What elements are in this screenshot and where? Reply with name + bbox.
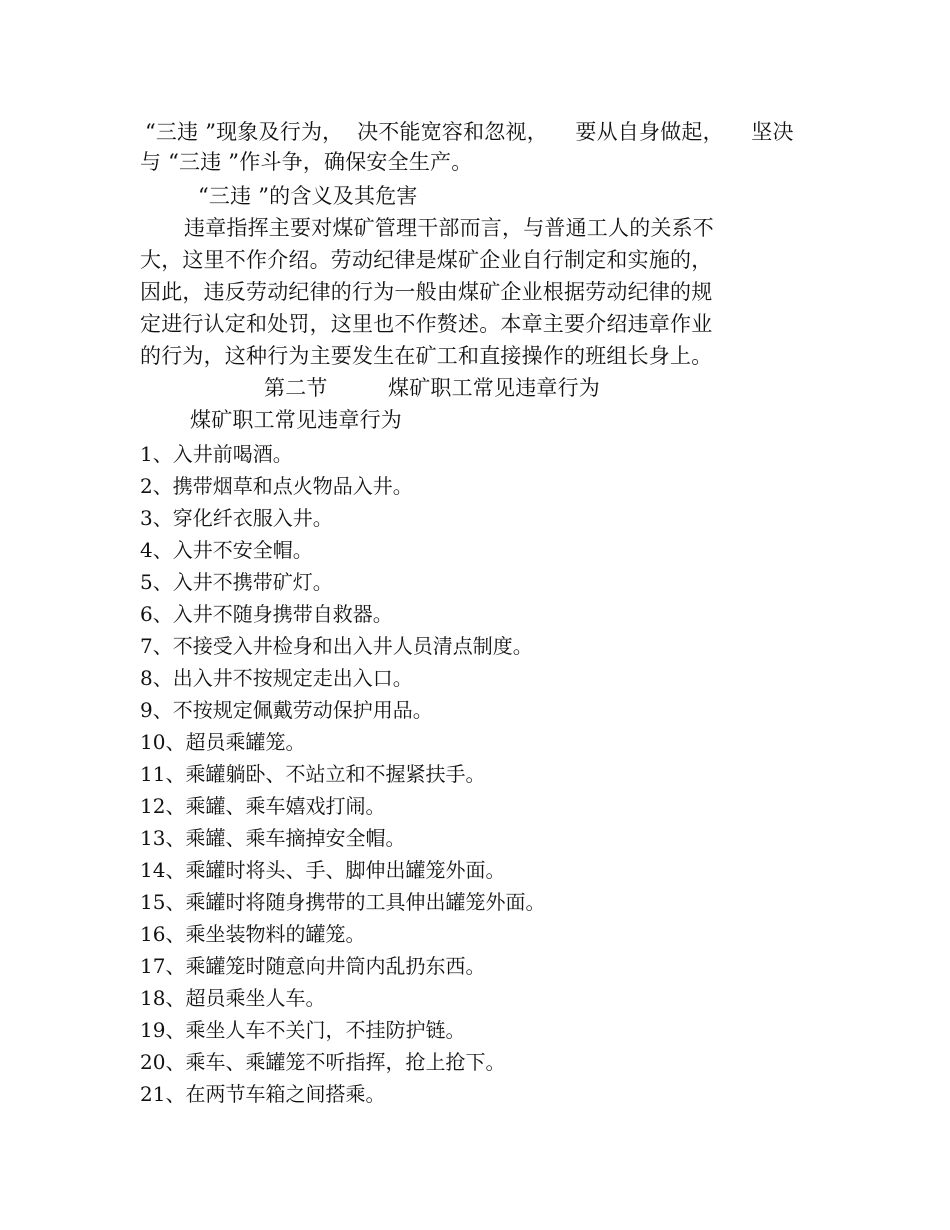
subheading: “三违 ”的含义及其危害 — [198, 184, 418, 208]
list-item: 16、乘坐装物料的罐笼。 — [140, 922, 366, 946]
list-item: 6、入井不随身携带自救器。 — [140, 602, 393, 626]
list-item: 15、乘罐时将随身携带的工具伸出罐笼外面。 — [140, 890, 546, 914]
paragraph-line-2: 大，这里不作介绍。劳动纪律是煤矿企业自行制定和实施的， — [140, 248, 713, 272]
list-item: 21、在两节车箱之间搭乘。 — [140, 1082, 386, 1106]
paragraph-line-5: 的行为，这种行为主要发生在矿工和直接操作的班组长身上。 — [140, 344, 713, 368]
list-item: 7、不接受入井检身和出入井人员清点制度。 — [140, 634, 533, 658]
list-heading: 煤矿职工常见违章行为 — [190, 408, 402, 432]
list-item: 2、携带烟草和点火物品入井。 — [140, 474, 413, 498]
list-item: 10、超员乘罐笼。 — [140, 730, 306, 754]
list-item: 5、入井不携带矿灯。 — [140, 570, 333, 594]
list-item: 11、乘罐躺卧、不站立和不握紧扶手。 — [140, 762, 486, 786]
list-item: 8、出入井不按规定走出入口。 — [140, 666, 413, 690]
list-item: 14、乘罐时将头、手、脚伸出罐笼外面。 — [140, 858, 506, 882]
list-item: 17、乘罐笼时随意向井筒内乱扔东西。 — [140, 954, 486, 978]
list-item: 4、入井不安全帽。 — [140, 538, 313, 562]
list-item: 3、穿化纤衣服入井。 — [140, 506, 333, 530]
intro-line-2: 与 “三违 ”作斗争，确保安全生产。 — [140, 150, 473, 174]
list-item: 9、不按规定佩戴劳动保护用品。 — [140, 698, 433, 722]
list-item: 18、超员乘坐人车。 — [140, 986, 326, 1010]
list-item: 19、乘坐人车不关门，不挂防护链。 — [140, 1018, 466, 1042]
paragraph-line-3: 因此，违反劳动纪律的行为一般由煤矿企业根据劳动纪律的规 — [140, 280, 713, 304]
paragraph-line-4: 定进行认定和处罚，这里也不作赘述。本章主要介绍违章作业 — [140, 312, 713, 336]
list-item: 1、入井前喝酒。 — [140, 442, 293, 466]
intro-line-1: “三违 ”现象及行为， 决不能宽容和忽视， 要从自身做起， 坚决 — [145, 120, 794, 144]
section-title: 煤矿职工常见违章行为 — [388, 376, 600, 400]
section-number: 第二节 — [264, 376, 328, 400]
paragraph-line-1: 违章指挥主要对煤矿管理干部而言，与普通工人的关系不 — [184, 216, 714, 240]
list-item: 20、乘车、乘罐笼不听指挥，抢上抢下。 — [140, 1050, 506, 1074]
list-item: 12、乘罐、乘车嬉戏打闹。 — [140, 794, 386, 818]
list-item: 13、乘罐、乘车摘掉安全帽。 — [140, 826, 406, 850]
